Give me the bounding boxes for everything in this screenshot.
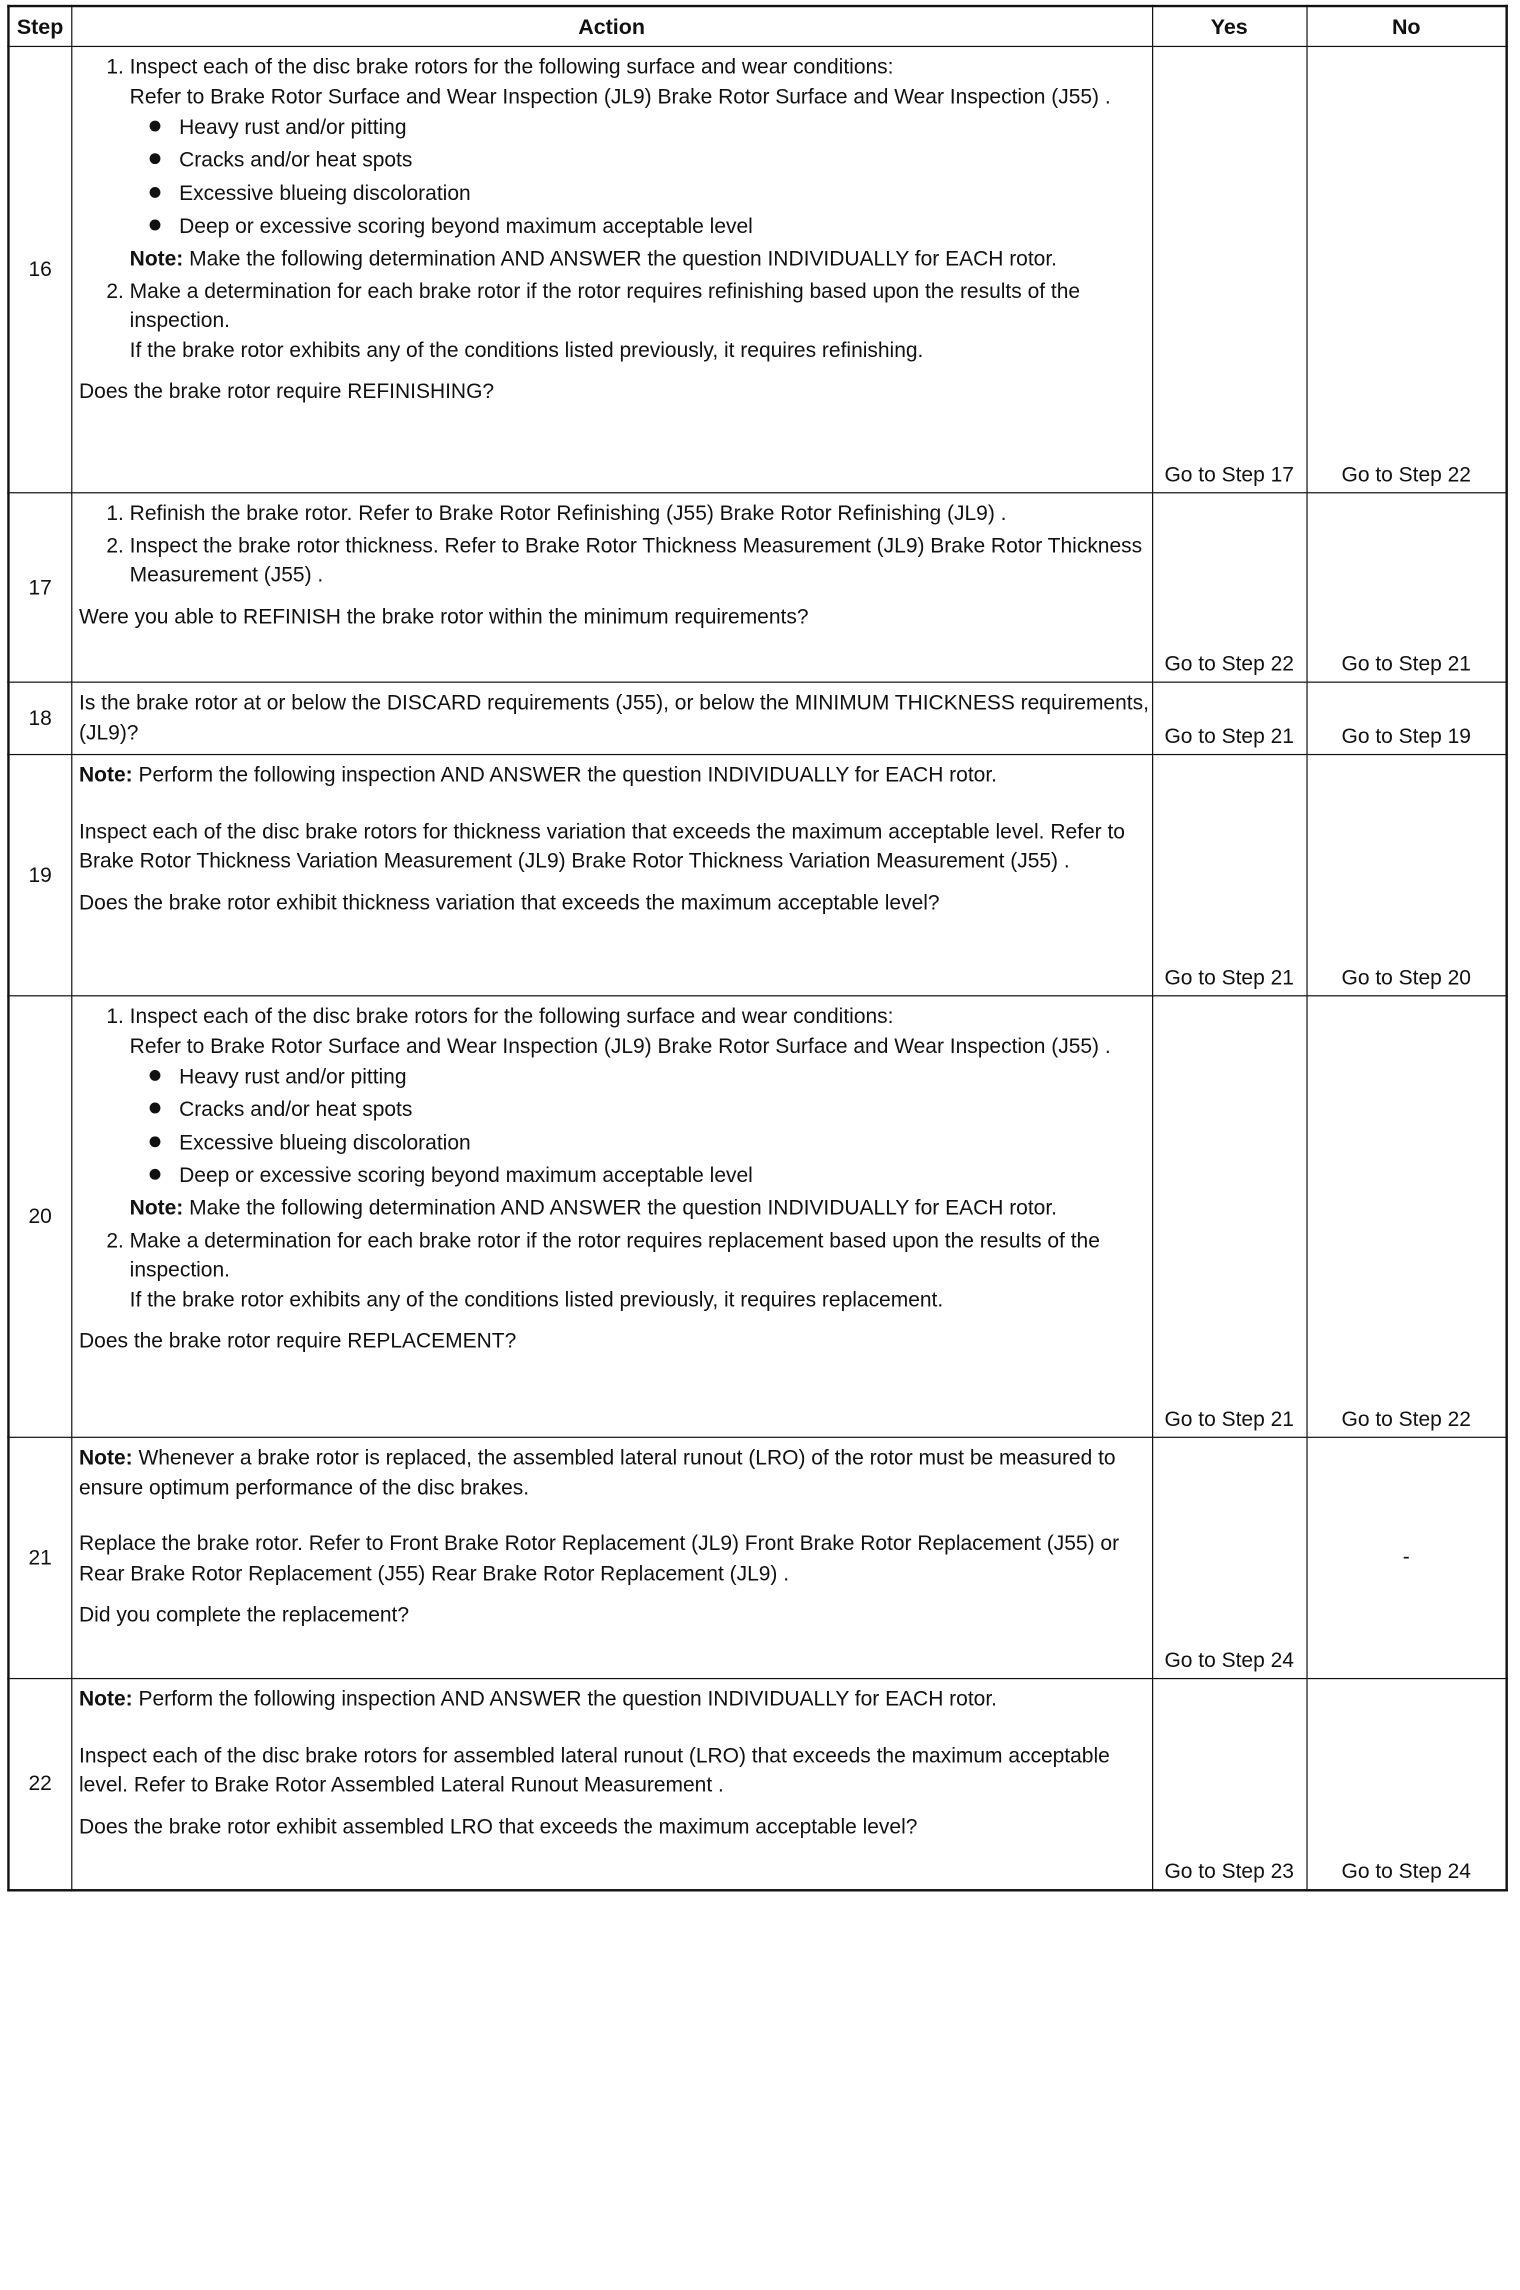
yes-cell: Go to Step 23: [1152, 1679, 1306, 1890]
list-item: Cracks and/or heat spots: [130, 145, 1149, 175]
no-cell: Go to Step 22: [1306, 996, 1506, 1438]
no-cell: Go to Step 20: [1306, 755, 1506, 996]
note: Note: Perform the following inspection AND ANSWER the question INDIVIDUALLY for EACH rotor.: [79, 762, 998, 787]
action-cell: [71, 996, 1152, 1438]
step-number: 16: [8, 46, 71, 492]
action-cell: [71, 46, 1152, 492]
yes-cell: Go to Step 17: [1152, 46, 1306, 492]
header-step: Step: [8, 6, 71, 46]
no-cell: Go to Step 24: [1306, 1679, 1506, 1890]
condition-list: [130, 112, 1149, 240]
condition-list: [130, 1062, 1149, 1190]
table-row: [8, 1437, 1506, 1678]
action-cell: [71, 1437, 1152, 1678]
question: Were you able to REFINISH the brake rotor within the minimum requirements?: [79, 604, 809, 629]
yes-cell: Go to Step 21: [1152, 996, 1306, 1438]
list-item: Heavy rust and/or pitting: [130, 112, 1149, 142]
note: Note: Perform the following inspection AND ANSWER the question INDIVIDUALLY for EACH rotor.: [79, 1686, 998, 1711]
header-no: No: [1306, 6, 1506, 46]
no-cell: Go to Step 19: [1306, 682, 1506, 754]
no-cell: Go to Step 21: [1306, 493, 1506, 682]
action-steps: [79, 498, 1149, 589]
action-steps: [79, 52, 1149, 365]
table-row: [8, 996, 1506, 1438]
yes-cell: Go to Step 21: [1152, 682, 1306, 754]
yes-cell: Go to Step 22: [1152, 493, 1306, 682]
table-row: [8, 682, 1506, 754]
question: Does the brake rotor exhibit assembled LRO that exceeds the maximum acceptable level?: [79, 1814, 918, 1839]
list-item: 2. Inspect the brake rotor thickness. Refer to Brake Rotor Thickness Measurement (JL9) Brake Rotor Thickness Measurement (J55) .: [130, 530, 1149, 589]
step-number: 18: [8, 682, 71, 754]
list-item: 2. Make a determination for each brake rotor if the rotor requires refinishing based upon the results of the inspection. If the brake rotor exhibits any of the conditions listed previously, it requires refinishing.: [130, 276, 1149, 365]
action-cell: [71, 1679, 1152, 1890]
list-item: Excessive blueing discoloration: [130, 1127, 1149, 1157]
question: Does the brake rotor require REFINISHING?: [79, 379, 495, 404]
list-item: 1. Inspect each of the disc brake rotors for the following surface and wear conditions: Refer to Brake Rotor Surface and Wear Inspection (JL9) Brake Rotor Surface and Wear Inspection (J55) . Heavy rust and/or pitting Cracks and/or heat spots Excessive blueing discoloration Deep or excessive scoring beyond maximum acceptable level Note: Make the following determination AND ANSWER the question INDIVIDUALLY for EACH rotor.: [130, 52, 1149, 273]
table-row: [8, 493, 1506, 682]
note: Note: Make the following determination AND ANSWER the question INDIVIDUALLY for EACH rotor.: [129, 246, 1058, 271]
table-row: [8, 1679, 1506, 1890]
instruction: Inspect each of the disc brake rotors for thickness variation that exceeds the maximum acceptable level. Refer to Brake Rotor Thickness Variation Measurement (JL9) Brake Rotor Thickness Variation Measurement (J55) .: [79, 818, 1125, 873]
action-cell: [71, 493, 1152, 682]
header-action: Action: [71, 6, 1152, 46]
list-item: 1. Inspect each of the disc brake rotors for the following surface and wear conditions: Refer to Brake Rotor Surface and Wear Inspection (JL9) Brake Rotor Surface and Wear Inspection (J55) . Heavy rust and/or pitting Cracks and/or heat spots Excessive blueing discoloration Deep or excessive scoring beyond maximum acceptable level Note: Make the following determination AND ANSWER the question INDIVIDUALLY for EACH rotor.: [130, 1001, 1149, 1222]
step-number: 21: [8, 1437, 71, 1678]
diagnostic-table: [7, 5, 1508, 1891]
table-row: [8, 755, 1506, 996]
no-cell: Go to Step 22: [1306, 46, 1506, 492]
list-item: Excessive blueing discoloration: [130, 178, 1149, 208]
step-number: 19: [8, 755, 71, 996]
action-steps: [79, 1001, 1149, 1314]
list-item: Deep or excessive scoring beyond maximum acceptable level: [130, 1160, 1149, 1190]
no-cell: -: [1306, 1437, 1506, 1678]
note: Note: Make the following determination AND ANSWER the question INDIVIDUALLY for EACH rotor.: [129, 1195, 1058, 1220]
action-cell: [71, 682, 1152, 754]
step-number: 22: [8, 1679, 71, 1890]
question: Does the brake rotor require REPLACEMENT?: [79, 1328, 517, 1353]
list-item: Cracks and/or heat spots: [130, 1095, 1149, 1125]
list-item: Heavy rust and/or pitting: [130, 1062, 1149, 1092]
action-cell: [71, 755, 1152, 996]
list-item: 2. Make a determination for each brake rotor if the rotor requires replacement based upon the results of the inspection. If the brake rotor exhibits any of the conditions listed previously, it requires replacement.: [130, 1225, 1149, 1314]
instruction: Inspect each of the disc brake rotors for assembled lateral runout (LRO) that exceeds the maximum acceptable level. Refer to Brake Rotor Assembled Lateral Runout Measurement .: [79, 1742, 1110, 1797]
instruction: Replace the brake rotor. Refer to Front Brake Rotor Replacement (JL9) Front Brake Rotor Replacement (J55) or Rear Brake Rotor Replacement (J55) Rear Brake Rotor Replacement (JL9) .: [79, 1531, 1120, 1585]
header-yes: Yes: [1152, 6, 1306, 46]
list-item: Deep or excessive scoring beyond maximum acceptable level: [130, 211, 1149, 241]
yes-cell: Go to Step 21: [1152, 755, 1306, 996]
question: Did you complete the replacement?: [79, 1602, 410, 1627]
list-item: 1. Refinish the brake rotor. Refer to Brake Rotor Refinishing (J55) Brake Rotor Refinishing (JL9) .: [130, 498, 1149, 528]
step-number: 20: [8, 996, 71, 1438]
header-row: [8, 6, 1506, 46]
step-number: 17: [8, 493, 71, 682]
question: Is the brake rotor at or below the DISCARD requirements (J55), or below the MINIMUM THICKNESS requirements, (JL9)?: [79, 690, 1149, 744]
question: Does the brake rotor exhibit thickness variation that exceeds the maximum acceptable level?: [79, 889, 940, 915]
note: Note: Whenever a brake rotor is replaced, the assembled lateral runout (LRO) of the rotor must be measured to ensure optimum performance of the disc brakes.: [79, 1445, 1116, 1499]
table-row: [8, 46, 1506, 492]
yes-cell: Go to Step 24: [1152, 1437, 1306, 1678]
